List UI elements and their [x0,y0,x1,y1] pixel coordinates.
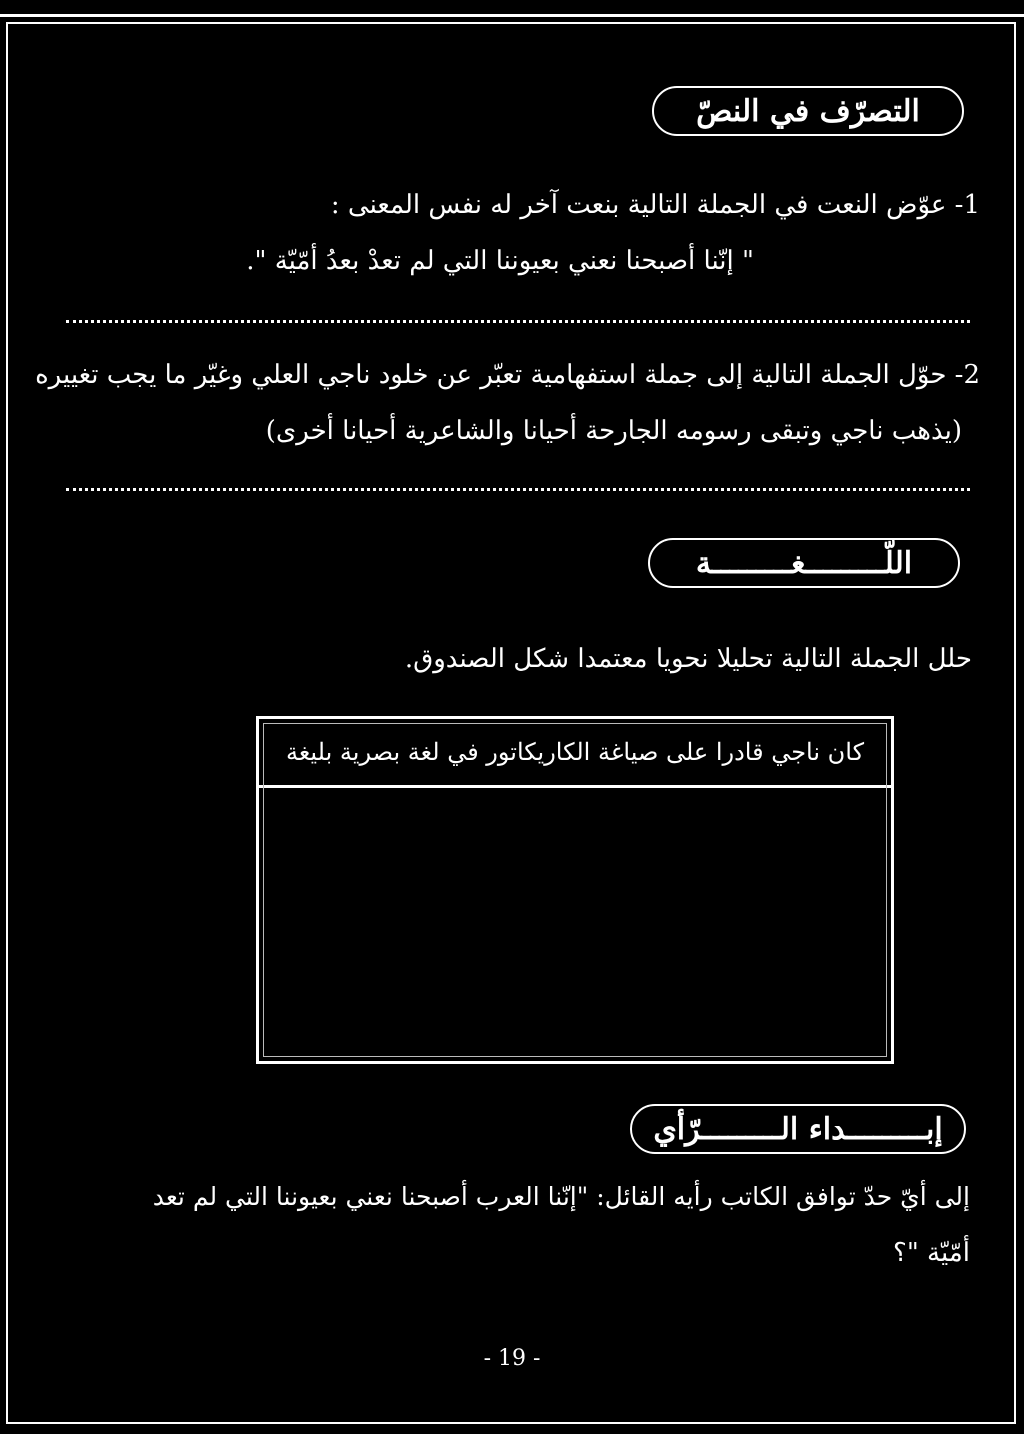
parsing-box [256,716,894,1064]
section-title-tasarruf [652,86,964,136]
top-rule [0,14,1024,17]
question-1-line-2: " إنّنا أصبحنا نعني بعيوننا التي لم تعدْ بعدُ أمّيّة ". [246,246,754,276]
answer-dotted-line-2 [66,488,970,491]
section-title-lugha [648,538,960,588]
section-title-rai-text: إبـــــــــداء الـــــــــرّأي [653,1111,943,1147]
parsing-box-sentence: كان ناجي قادرا على صياغة الكاريكاتور في لغة بصرية بليغة [259,719,891,788]
question-1-line-1: 1- عوّض النعت في الجملة التالية بنعت آخر له نفس المعنى : [330,190,980,220]
opinion-question-line-1: إلى أيّ حدّ توافق الكاتب رأيه القائل: "إنّنا العرب أصبحنا نعني بعيوننا التي لم تعد [152,1182,970,1211]
question-2-line-1: 2- حوّل الجملة التالية إلى جملة استفهامية تعبّر عن خلود ناجي العلي وغيّر ما يجب تغييره [35,360,980,390]
answer-dotted-line-1 [66,320,970,323]
page-number: - 19 - [483,1346,541,1371]
question-2-line-2: (يذهب ناجي وتبقى رسومه الجارحة أحيانا والشاعرية أحيانا أخرى) [265,416,962,446]
opinion-question-line-2: أمّيّة "؟ [893,1238,970,1268]
section-title-rai [630,1104,966,1154]
section-title-lugha-text: اللّـــــــــغـــــــــة [695,545,913,581]
grammar-instruction: حلل الجملة التالية تحليلا نحويا معتمدا شكل الصندوق. [404,644,972,674]
section-title-tasarruf-text: التصرّف في النصّ [696,93,920,129]
